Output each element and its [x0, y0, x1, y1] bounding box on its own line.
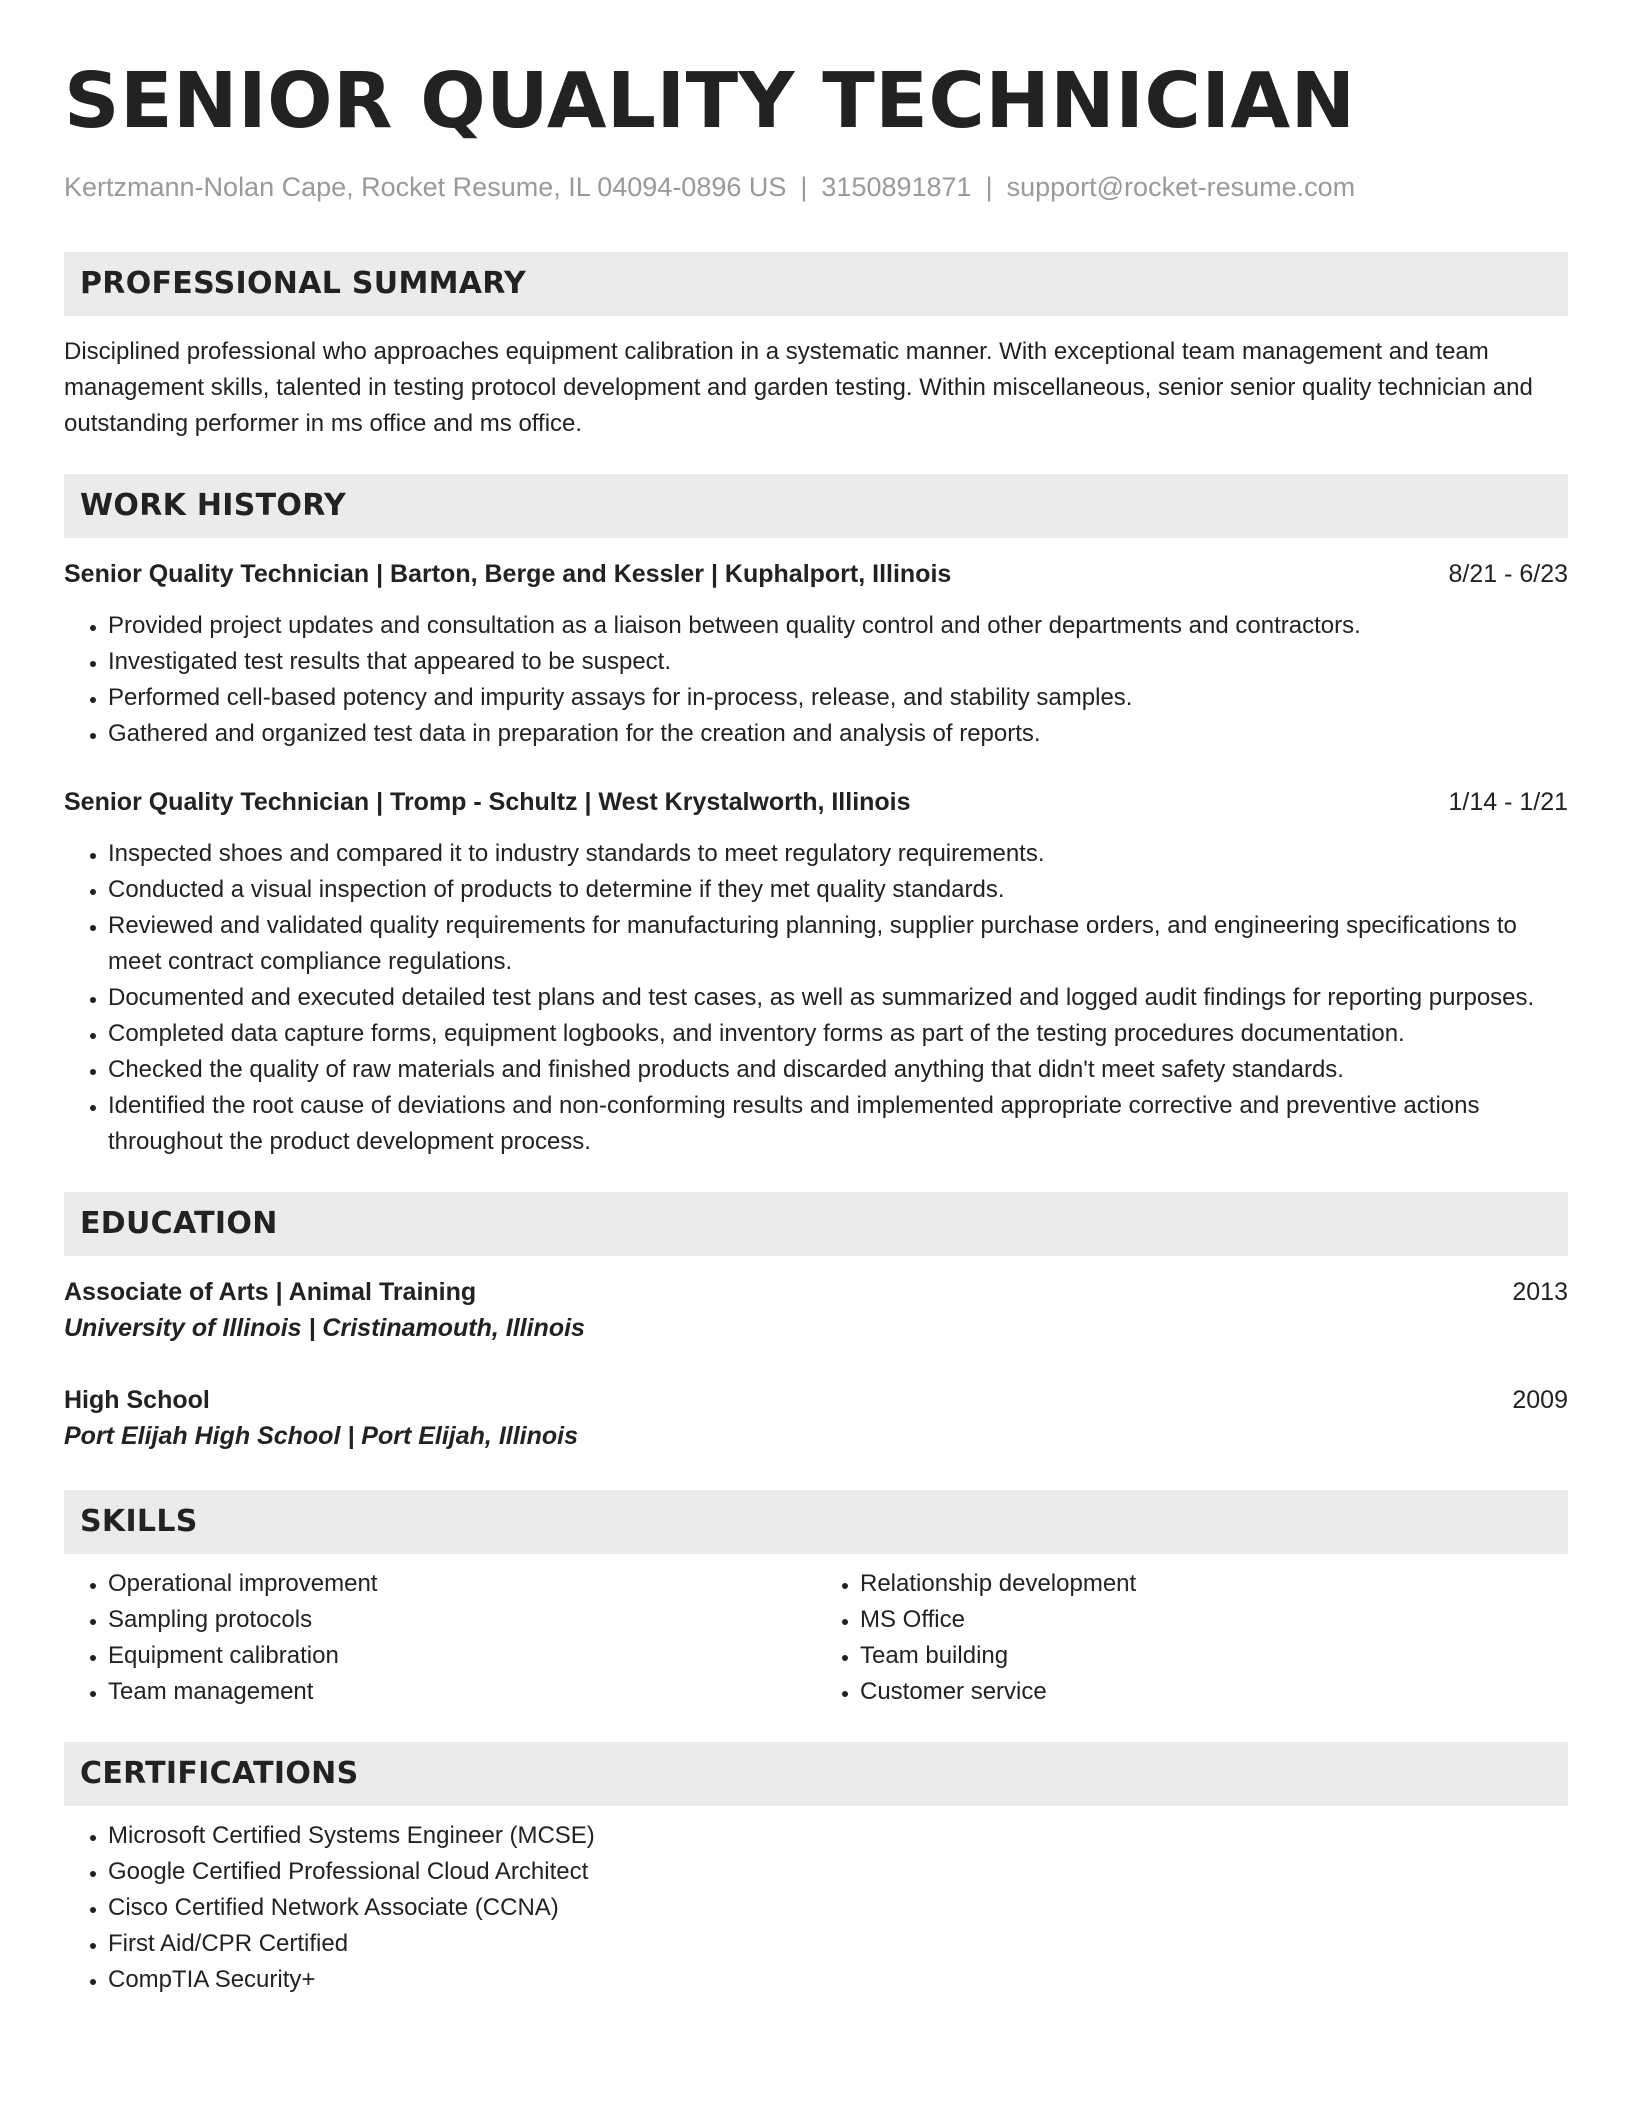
contact-phone: 3150891871 [821, 172, 972, 202]
list-item: • Identified the root cause of deviations and non-conforming results and implemented appropriate corrective and preventive actions throughout the product development process. [108, 1088, 1568, 1160]
job-bullets [64, 608, 1568, 752]
list-item: • First Aid/CPR Certified [108, 1926, 1568, 1962]
education-year: 2013 [1512, 1278, 1568, 1306]
skills-column-right [816, 1566, 1568, 1710]
job-title: Senior Quality Technician | Tromp - Schultz | West Krystalworth, Illinois [64, 788, 911, 816]
contact-line [64, 170, 1568, 204]
list-item: • Conducted a visual inspection of products to determine if they met quality standards. [108, 872, 1568, 908]
education-header [64, 1274, 1568, 1310]
list-item: • Team building [860, 1638, 1568, 1674]
school-name: Port Elijah High School | Port Elijah, Illinois [64, 1422, 578, 1450]
school-name: University of Illinois | Cristinamouth, Illinois [64, 1314, 585, 1342]
job-dates: 1/14 - 1/21 [1448, 788, 1568, 816]
list-item: • Completed data capture forms, equipment logbooks, and inventory forms as part of the testing procedures documentation. [108, 1016, 1568, 1052]
list-item: • Google Certified Professional Cloud Architect [108, 1854, 1568, 1890]
list-item: • Cisco Certified Network Associate (CCNA) [108, 1890, 1568, 1926]
job-entry [64, 784, 1568, 1160]
contact-email: support@rocket-resume.com [1006, 172, 1356, 202]
certifications-heading: CERTIFICATIONS [64, 1742, 1568, 1806]
contact-separator: | [800, 172, 808, 202]
education-heading: EDUCATION [64, 1192, 1568, 1256]
summary-text: Disciplined professional who approaches equipment calibration in a systematic manner. With exceptional team management and team management skills, talented in testing protocol development and garden testing. Within miscellaneous, senior senior quality technician and outstanding performer in ms office and ms office. [64, 338, 1533, 437]
list-item: • Investigated test results that appeared to be suspect. [108, 644, 1568, 680]
list-item: • Customer service [860, 1674, 1568, 1710]
job-bullets [64, 836, 1568, 1160]
list-item: • Performed cell-based potency and impurity assays for in-process, release, and stability samples. [108, 680, 1568, 716]
education-year: 2009 [1512, 1386, 1568, 1414]
list-item: • Microsoft Certified Systems Engineer (MCSE) [108, 1818, 1568, 1854]
work-history-heading: WORK HISTORY [64, 474, 1568, 538]
degree-title: Associate of Arts | Animal Training [64, 1278, 477, 1306]
contact-address: Kertzmann-Nolan Cape, Rocket Resume, IL 04094-0896 US [64, 172, 787, 202]
education-header [64, 1382, 1568, 1418]
list-item: • Team management [108, 1674, 816, 1710]
education-entry [64, 1274, 1568, 1346]
job-title: Senior Quality Technician | Barton, Berge and Kessler | Kuphalport, Illinois [64, 560, 952, 588]
degree-title: High School [64, 1386, 210, 1414]
list-item: • Reviewed and validated quality requirements for manufacturing planning, supplier purchase orders, and engineering specifications to meet contract compliance regulations. [108, 908, 1568, 980]
skills-heading: SKILLS [64, 1490, 1568, 1554]
list-item: • Gathered and organized test data in preparation for the creation and analysis of reports. [108, 716, 1568, 752]
job-header [64, 784, 1568, 820]
skills-column-left [64, 1566, 816, 1710]
job-header [64, 556, 1568, 592]
list-item: • CompTIA Security+ [108, 1962, 1568, 1998]
list-item: • Relationship development [860, 1566, 1568, 1602]
job-entry [64, 556, 1568, 752]
summary-heading: PROFESSIONAL SUMMARY [64, 252, 1568, 316]
skills-list [64, 1566, 1568, 1710]
list-item: • Equipment calibration [108, 1638, 816, 1674]
job-dates: 8/21 - 6/23 [1448, 560, 1568, 588]
resume-name: SENIOR QUALITY TECHNICIAN [64, 57, 1356, 146]
list-item: • Checked the quality of raw materials and finished products and discarded anything that didn't meet safety standards. [108, 1052, 1568, 1088]
list-item: • Operational improvement [108, 1566, 816, 1602]
certifications-list [64, 1818, 1568, 1998]
contact-separator: | [985, 172, 993, 202]
list-item: • Provided project updates and consultation as a liaison between quality control and other departments and contractors. [108, 608, 1568, 644]
list-item: • Documented and executed detailed test plans and test cases, as well as summarized and logged audit findings for reporting purposes. [108, 980, 1568, 1016]
list-item: • MS Office [860, 1602, 1568, 1638]
list-item: • Inspected shoes and compared it to industry standards to meet regulatory requirements. [108, 836, 1568, 872]
list-item: • Sampling protocols [108, 1602, 816, 1638]
education-entry [64, 1382, 1568, 1454]
